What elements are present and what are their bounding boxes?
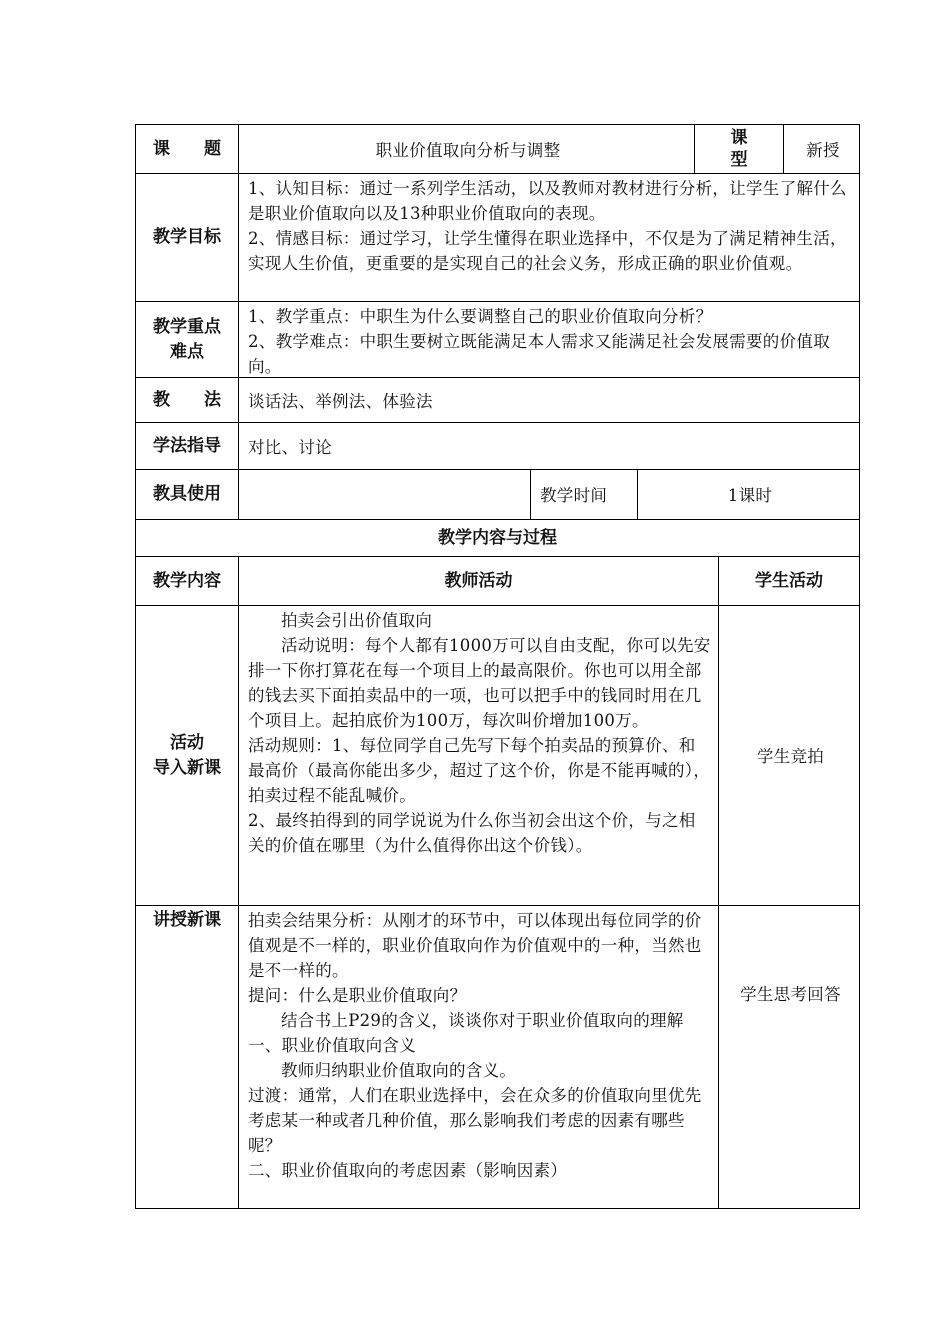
method-value-text: 谈话法、举例法、体验法: [248, 391, 433, 411]
teacher-paragraph: 活动规则：1、每位同学自己先写下每个拍卖品的预算价、和最高价（最高你能出多少，超过了这个价，你是不能再喊的），拍卖过程不能乱喊价。: [248, 736, 711, 805]
column-header-teacher: [238, 556, 718, 605]
topic-label-text: 课 题: [153, 138, 221, 159]
teaching-time-value-text: 1课时: [727, 486, 773, 505]
topic-value-text: 职业价值取向分析与调整: [375, 140, 561, 160]
new-lesson-label-text: 讲授新课: [153, 910, 221, 930]
activity-intro-student: [718, 605, 860, 905]
focus-label: [135, 301, 238, 377]
new-lesson-student-text: 学生思考回答: [740, 985, 841, 1004]
row-activity-intro: [135, 605, 860, 905]
goals-value: [238, 173, 860, 301]
row-new-lesson: [135, 905, 860, 1209]
goals-line-2: 2、情感目标：通过学习，让学生懂得在职业选择中，不仅是为了满足精神生活，实现人生价值，更重要的是实现自己的社会义务，形成正确的职业价值观。: [248, 229, 847, 273]
activity-intro-label: [135, 605, 238, 905]
teacher-paragraph: 提问：什么是职业价值取向？: [248, 986, 467, 1005]
focus-line-1: 1、教学重点：中职生为什么要调整自己的职业价值取向分析？: [248, 307, 713, 326]
focus-label-line-1: 教学重点: [153, 316, 221, 337]
row-column-headers: [135, 556, 860, 605]
goals-label: [135, 173, 238, 301]
row-focus: [135, 301, 860, 377]
column-header-teacher-text: 教师活动: [444, 570, 513, 591]
column-header-content: [135, 556, 238, 605]
column-header-student: [718, 556, 860, 605]
study-value-text: 对比、讨论: [248, 437, 332, 457]
teacher-paragraph: 教师归纳职业价值取向的含义。: [281, 1061, 517, 1080]
activity-intro-teacher: [238, 605, 718, 905]
goals-line-1: 1、认知目标：通过一系列学生活动，以及教师对教材进行分析，让学生了解什么是职业价值取向以及13种职业价值取向的表现。: [248, 179, 847, 223]
section-title-text: 教学内容与过程: [438, 527, 557, 548]
row-goals: [135, 173, 860, 301]
row-section-title: [135, 519, 860, 556]
tools-label-text: 教具使用: [153, 484, 221, 504]
tools-label: [135, 469, 238, 519]
column-header-student-text: 学生活动: [755, 570, 823, 591]
method-label-text: 教 法: [153, 389, 221, 410]
new-lesson-label: [135, 905, 238, 1209]
teacher-paragraph: 2、最终拍得到的同学说说为什么你当初会出这个价，与之相关的价值在哪里（为什么值得你出这个价钱）。: [248, 811, 696, 855]
teacher-paragraph: 结合书上P29的含义，谈谈你对于职业价值取向的理解: [281, 1011, 684, 1030]
activity-intro-label-line-1: 活动: [170, 732, 204, 753]
study-label-text: 学法指导: [153, 435, 221, 456]
teacher-paragraph: 拍卖会引出价值取向: [281, 611, 433, 630]
lesson-type-label: [694, 124, 783, 173]
teacher-paragraph: 一、职业价值取向含义: [248, 1036, 416, 1055]
lesson-type-value-text: 新授: [806, 140, 840, 160]
lesson-type-label-text: 课型: [730, 128, 748, 170]
method-label: [135, 377, 238, 422]
teaching-time-value: [637, 469, 860, 519]
teaching-time-label: [530, 469, 637, 519]
new-lesson-student: [718, 905, 860, 1209]
new-lesson-teacher: [238, 905, 718, 1209]
method-value: [238, 377, 860, 422]
topic-value: [238, 124, 694, 173]
column-header-content-text: 教学内容: [153, 570, 221, 591]
study-label: [135, 422, 238, 469]
focus-label-line-2: 难点: [170, 341, 204, 362]
row-study: [135, 422, 860, 469]
teacher-paragraph: 活动说明：每个人都有1000万可以自由支配，你可以先安排一下你打算花在每一个项目上的最高限价。你也可以用全部的钱去买下面拍卖品中的一项，也可以把手中的钱同时用在几个项目上。起拍底价为100万，每次叫价增加100万。: [248, 636, 711, 730]
teacher-paragraph: 拍卖会结果分析：从刚才的环节中，可以体现出每位同学的价值观是不一样的，职业价值取向作为价值观中的一种，当然也是不一样的。: [248, 911, 702, 980]
lesson-type-value: [783, 124, 860, 173]
row-topic: [135, 124, 860, 173]
teacher-paragraph: 二、职业价值取向的考虑因素（影响因素）: [248, 1161, 568, 1180]
row-method: [135, 377, 860, 422]
focus-value: [238, 301, 860, 377]
goals-label-text: 教学目标: [153, 227, 221, 247]
topic-label: [135, 124, 238, 173]
section-title: [135, 519, 860, 556]
study-value: [238, 422, 860, 469]
activity-intro-student-text: 学生竞拍: [756, 747, 825, 766]
activity-intro-label-line-2: 导入新课: [153, 757, 221, 778]
focus-line-2: 2、教学难点：中职生要树立既能满足本人需求又能满足社会发展需要的价值取向。: [248, 332, 830, 376]
teacher-paragraph: 过渡：通常，人们在职业选择中，会在众多的价值取向里优先考虑某一种或者几种价值，那么影响我们考虑的因素有哪些呢？: [248, 1086, 702, 1155]
row-tools: [135, 469, 860, 519]
tools-value: [238, 469, 530, 519]
teaching-time-label-text: 教学时间: [540, 486, 608, 505]
